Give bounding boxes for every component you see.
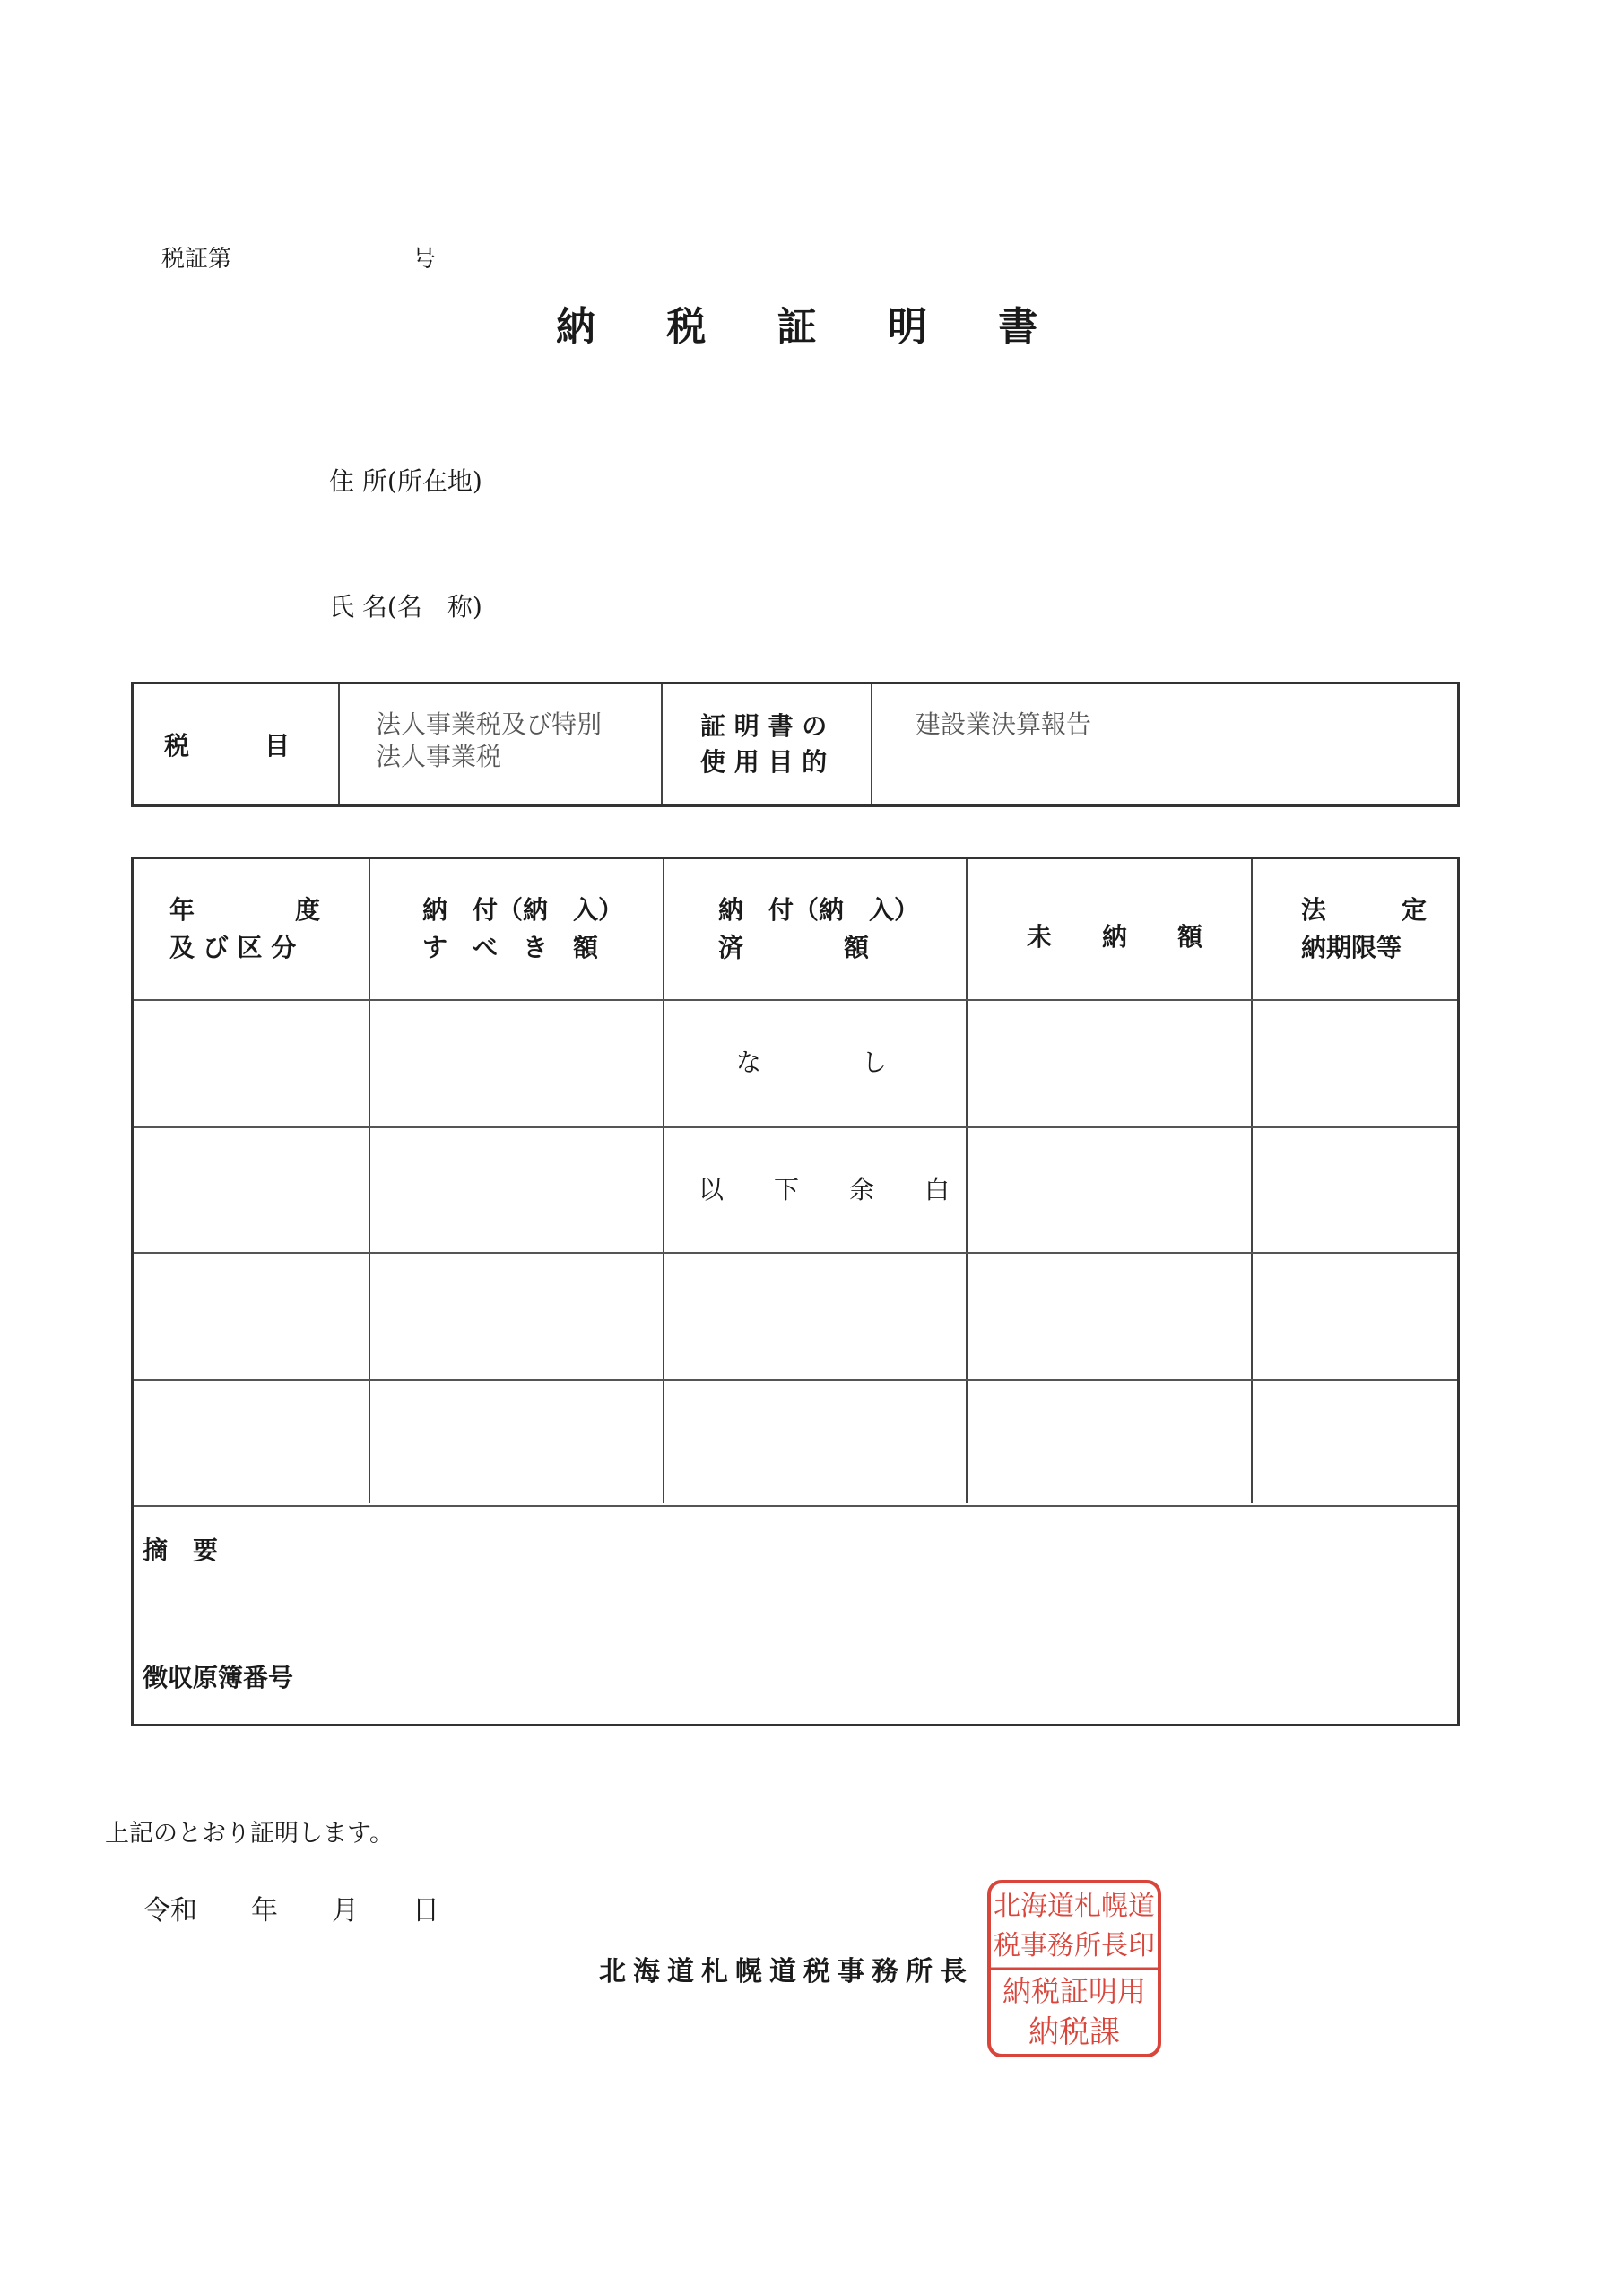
document-title: 納 税 証 明 書 (556, 304, 1040, 350)
seal-line-3: 納税証明用 (1002, 1974, 1147, 2008)
tax-item-label: 税 目 (164, 731, 291, 761)
header-legal-deadline-line1: 法 定 (1301, 895, 1428, 925)
row2-paid-value: 以 下 余 白 (699, 1175, 950, 1205)
header-fiscal-year-line2: 及 び 区 分 (169, 933, 297, 962)
address-label: 住 所(所在地) (329, 466, 482, 496)
summary-label: 摘 要 (143, 1535, 219, 1565)
issue-date: 令和 年 月 日 (143, 1895, 439, 1926)
seal-line-2: 税事務所長印 (994, 1930, 1155, 1961)
name-label: 氏 名(名 称) (329, 592, 482, 622)
certification-statement: 上記のとおり証明します。 (105, 1820, 394, 1848)
row1-paid-value: な し (736, 1048, 888, 1077)
seal-line-1: 北海道札幌道 (994, 1891, 1155, 1922)
header-amount-paid-line1: 納 付（納 入） (718, 895, 920, 925)
certificate-number-suffix: 号 (412, 246, 437, 273)
header-amount-due-line1: 納 付（納 入） (422, 895, 624, 925)
header-legal-deadline-line2: 納期限等 (1301, 933, 1402, 962)
issuer-office-name: 北海道札幌道税事務所長 (599, 1956, 974, 1987)
purpose-label-line1: 証 明 書 の (700, 711, 828, 741)
tax-payment-table (131, 857, 1460, 1726)
header-amount-due-line2: す べ き 額 (422, 933, 599, 962)
header-amount-paid-line2: 済 額 (718, 933, 870, 962)
tax-info-table (131, 682, 1460, 807)
official-seal (986, 1879, 1162, 2058)
header-unpaid-amount: 未 納 額 (1027, 922, 1203, 952)
purpose-label-line2: 使 用 目 的 (700, 747, 828, 777)
seal-line-4: 納税課 (1028, 2014, 1120, 2050)
ledger-number-label: 徴収原簿番号 (143, 1663, 294, 1692)
certificate-number-label: 税証第 (161, 246, 232, 273)
tax-item-value-line1: 法人事業税及び特別 (376, 709, 603, 739)
purpose-value: 建設業決算報告 (916, 709, 1092, 739)
header-fiscal-year-line1: 年 度 (169, 895, 321, 925)
tax-item-value-line2: 法人事業税 (376, 742, 502, 771)
